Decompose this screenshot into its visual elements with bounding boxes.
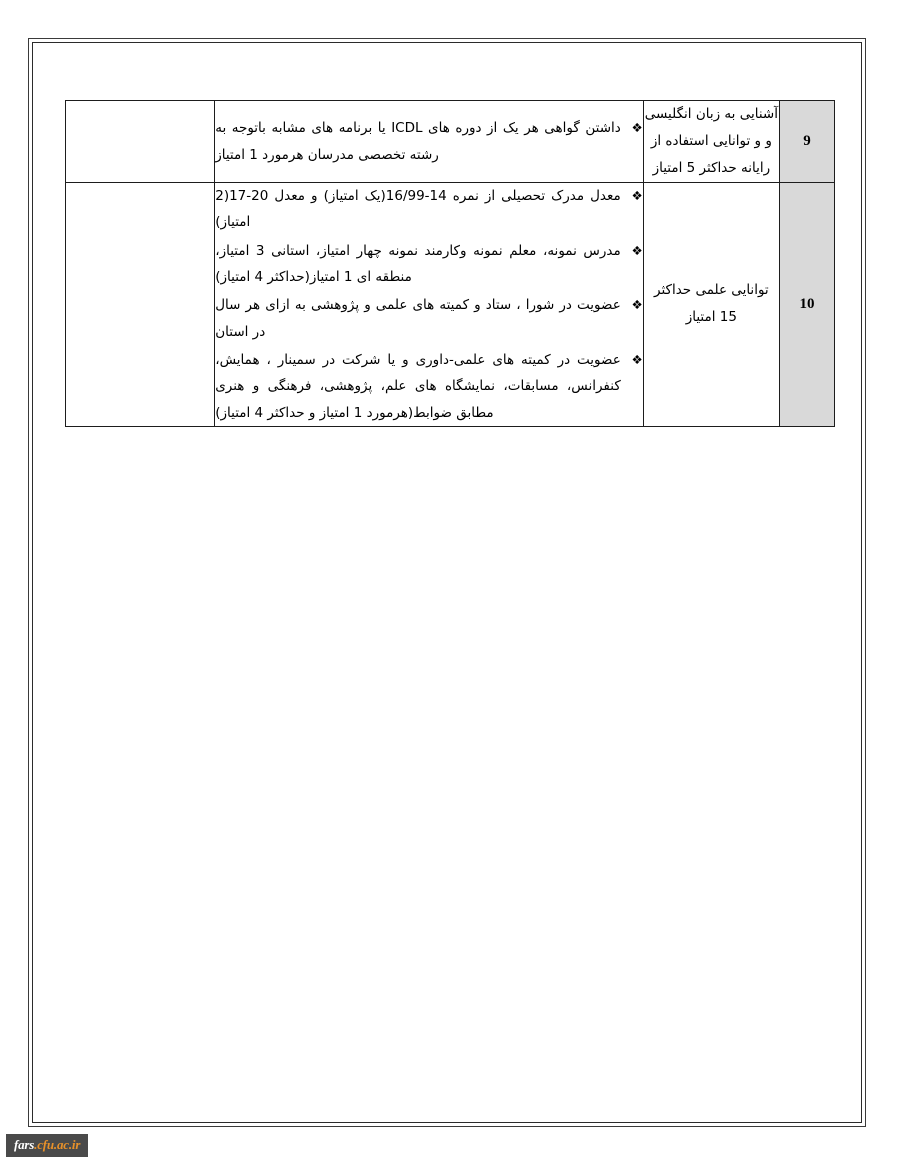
list-item xyxy=(215,347,643,426)
criterion-details-cell xyxy=(215,183,644,427)
watermark-secondary-text: .cfu.ac.ir xyxy=(34,1137,81,1152)
list-item xyxy=(215,292,643,345)
table-row xyxy=(66,101,835,183)
list-item xyxy=(215,238,643,291)
blank-cell xyxy=(66,183,215,427)
watermark-primary-text: fars xyxy=(14,1137,35,1152)
criterion-label-cell: آشنایی به زبان انگلیسی و و توانایی استفاده از رایانه حداکثر 5 امتیاز xyxy=(643,101,779,183)
criteria-scoring-table xyxy=(65,100,835,427)
list-item-text: مدرس نمونه، معلم نمونه وکارمند نمونه چهار امتیاز، استانی 3 امتیاز، منطقه ای 1 امتیاز(حداکثر 4 امتیاز) xyxy=(215,242,621,285)
diamond-bullet-icon: ❖ xyxy=(631,351,643,367)
list-item-text: عضویت در کمیته های علمی-داوری و یا شرکت در سمینار ، همایش، کنفرانس، مسابقات، نمایشگاه های علم، پژوهشی، فرهنگی و هنری مطابق ضوابط(هرمورد 1 امتیاز و حداکثر 4 امتیاز) xyxy=(215,351,621,421)
row-number-cell: 9 xyxy=(779,101,834,183)
list-item-text: معدل مدرک تحصیلی از نمره 14-16/99(یک امتیاز) و معدل 20-17(2 امتیاز) xyxy=(215,188,621,231)
row-number-cell: 10 xyxy=(779,183,834,427)
list-item xyxy=(215,183,643,236)
site-watermark xyxy=(6,1134,88,1157)
criterion-label-cell: توانایی علمی حداکثر 15 امتیاز xyxy=(643,183,779,427)
criterion-details-cell xyxy=(215,101,644,183)
diamond-bullet-icon: ❖ xyxy=(631,242,643,258)
list-item-text: داشتن گواهی هر یک از دوره های ICDL یا برنامه های مشابه باتوجه به رشته تخصصی مدرسان هرمورد 1 امتیاز xyxy=(215,120,621,163)
list-item xyxy=(215,115,643,168)
bullet-list xyxy=(215,183,643,426)
diamond-bullet-icon: ❖ xyxy=(631,120,643,136)
blank-cell xyxy=(66,101,215,183)
diamond-bullet-icon: ❖ xyxy=(631,297,643,313)
table-body xyxy=(66,101,835,427)
list-item-text: عضویت در شورا ، ستاد و کمیته های علمی و پژوهشی به ازای هر سال در استان xyxy=(215,297,621,340)
bullet-list xyxy=(215,115,643,168)
diamond-bullet-icon: ❖ xyxy=(631,188,643,203)
table-row xyxy=(66,183,835,427)
